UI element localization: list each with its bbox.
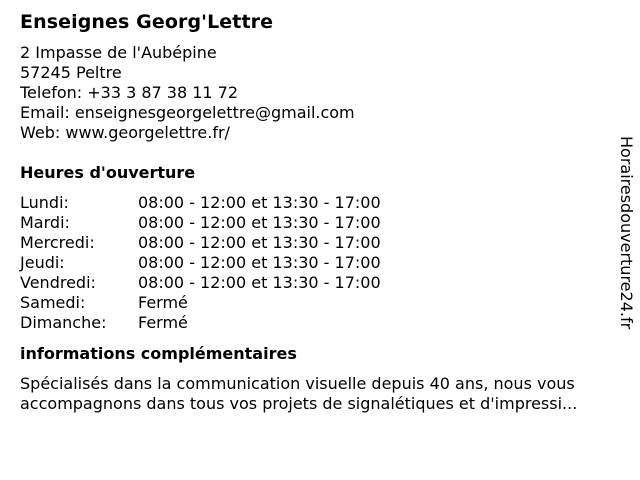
- hours-day: Mardi:: [20, 213, 70, 232]
- hours-time: Fermé: [138, 293, 188, 312]
- hours-day: Lundi:: [20, 193, 69, 212]
- hours-time: Fermé: [138, 313, 188, 332]
- hours-row: [20, 293, 381, 313]
- hours-day: Vendredi:: [20, 273, 96, 292]
- hours-heading: Heures d'ouverture: [20, 163, 196, 182]
- contact-block: [20, 43, 610, 143]
- hours-row: [20, 213, 381, 233]
- hours-day: Samedi:: [20, 293, 86, 312]
- email-line: Email: enseignesgeorgelettre@gmail.com: [20, 103, 355, 122]
- hours-day: Dimanche:: [20, 313, 107, 332]
- hours-day: Mercredi:: [20, 233, 95, 252]
- hours-time: 08:00 - 12:00 et 13:30 - 17:00: [138, 273, 381, 292]
- address-city: 57245 Peltre: [20, 63, 122, 82]
- hours-time: 08:00 - 12:00 et 13:30 - 17:00: [138, 233, 381, 252]
- hours-day: Jeudi:: [20, 253, 65, 272]
- business-name: Enseignes Georg'Lettre: [20, 11, 274, 33]
- extra-info-heading: informations complémentaires: [20, 344, 297, 363]
- web-line: Web: www.georgelettre.fr/: [20, 123, 230, 142]
- watermark-text: Horairesdouverture24.fr: [617, 136, 636, 330]
- hours-time: 08:00 - 12:00 et 13:30 - 17:00: [138, 213, 381, 232]
- hours-row: [20, 193, 381, 213]
- hours-row: [20, 273, 381, 293]
- address-street: 2 Impasse de l'Aubépine: [20, 43, 217, 62]
- phone-line: Telefon: +33 3 87 38 11 72: [20, 83, 239, 102]
- hours-time: 08:00 - 12:00 et 13:30 - 17:00: [138, 193, 381, 212]
- hours-table: [20, 193, 381, 333]
- hours-row: [20, 313, 381, 333]
- business-card: [20, 10, 610, 414]
- hours-time: 08:00 - 12:00 et 13:30 - 17:00: [138, 253, 381, 272]
- hours-row: [20, 233, 381, 253]
- hours-row: [20, 253, 381, 273]
- description-text: Spécialisés dans la communication visuelle depuis 40 ans, nous vous accompagnons dans tous vos projets de signalétiques et d'impressi...: [20, 374, 578, 413]
